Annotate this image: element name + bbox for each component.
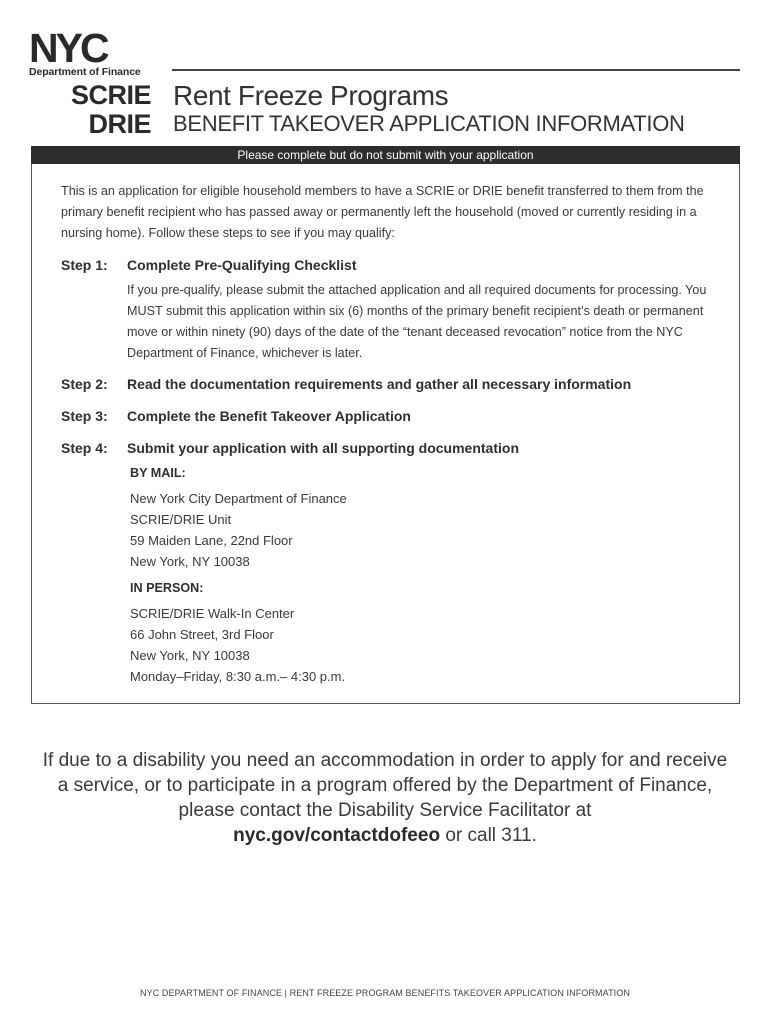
nyc-logo-text: NYC [29,31,107,65]
step-label: Step 4: [61,440,108,456]
program-drie: DRIE [88,109,151,139]
step-3 [61,408,411,424]
intro-paragraph: This is an application for eligible household members to have a SCRIE or DRIE benefit transferred to them from the primary benefit recipient who has passed away or permanently left the household (moved or currently residing in a nursing home). Follow these steps to see if you may qualify: [61,184,704,240]
department-name: Department of Finance [29,66,141,78]
mail-address-line: New York City Department of Finance [130,491,347,506]
in-person-hours: Monday–Friday, 8:30 a.m.– 4:30 p.m. [130,669,346,684]
step-title: Read the documentation requirements and gather all necessary information [127,376,632,392]
step-title: Submit your application with all supporting documentation [127,440,519,456]
page-title: Rent Freeze Programs [173,80,449,111]
contact-link[interactable]: nyc.gov/contactdofeeo [233,825,441,846]
notice-suffix: or call 311. [440,825,537,846]
step-title: Complete Pre-Qualifying Checklist [127,257,357,273]
page-footer: NYC DEPARTMENT OF FINANCE | RENT FREEZE PROGRAM BENEFITS TAKEOVER APPLICATION INFORMATION [140,988,630,998]
by-mail-heading: BY MAIL: [130,466,186,480]
step-1 [61,257,357,273]
page-subtitle: BENEFIT TAKEOVER APPLICATION INFORMATION [173,111,685,136]
accessibility-notice [40,748,730,848]
step-label: Step 3: [61,408,108,424]
step-label: Step 2: [61,376,108,392]
mail-address-line: New York, NY 10038 [130,554,250,569]
mail-address-line: 59 Maiden Lane, 22nd Floor [130,533,293,548]
nyc-logo-mark [29,31,127,65]
header-rule [172,69,740,71]
in-person-address-line: New York, NY 10038 [130,648,250,663]
step-4 [61,440,519,456]
in-person-heading: IN PERSON: [130,581,204,595]
notice-text: If due to a disability you need an accommodation in order to apply for and receive a service, or to participate in a program offered by the Department of Finance, please contact the Disability Service Facilitator at [42,750,728,821]
instruction-banner: Please complete but do not submit with your application [31,146,740,164]
in-person-address-line: 66 John Street, 3rd Floor [130,627,274,642]
program-scrie: SCRIE [70,80,151,110]
nyc-logo [29,31,127,65]
step-title: Complete the Benefit Takeover Application [127,408,411,424]
step-2 [61,376,631,392]
step-1-body: If you pre-qualify, please submit the attached application and all required documents for processing. You MUST submit this application within six (6) months of the primary benefit recipient’s death or permanent move or within ninety (90) days of the date of the “tenant deceased revocation” notice from the NYC Department of Finance, whichever is later. [127,283,707,360]
program-names [71,81,151,139]
in-person-address-line: SCRIE/DRIE Walk-In Center [130,606,295,621]
mail-address-line: SCRIE/DRIE Unit [130,512,232,527]
step-label: Step 1: [61,257,108,273]
